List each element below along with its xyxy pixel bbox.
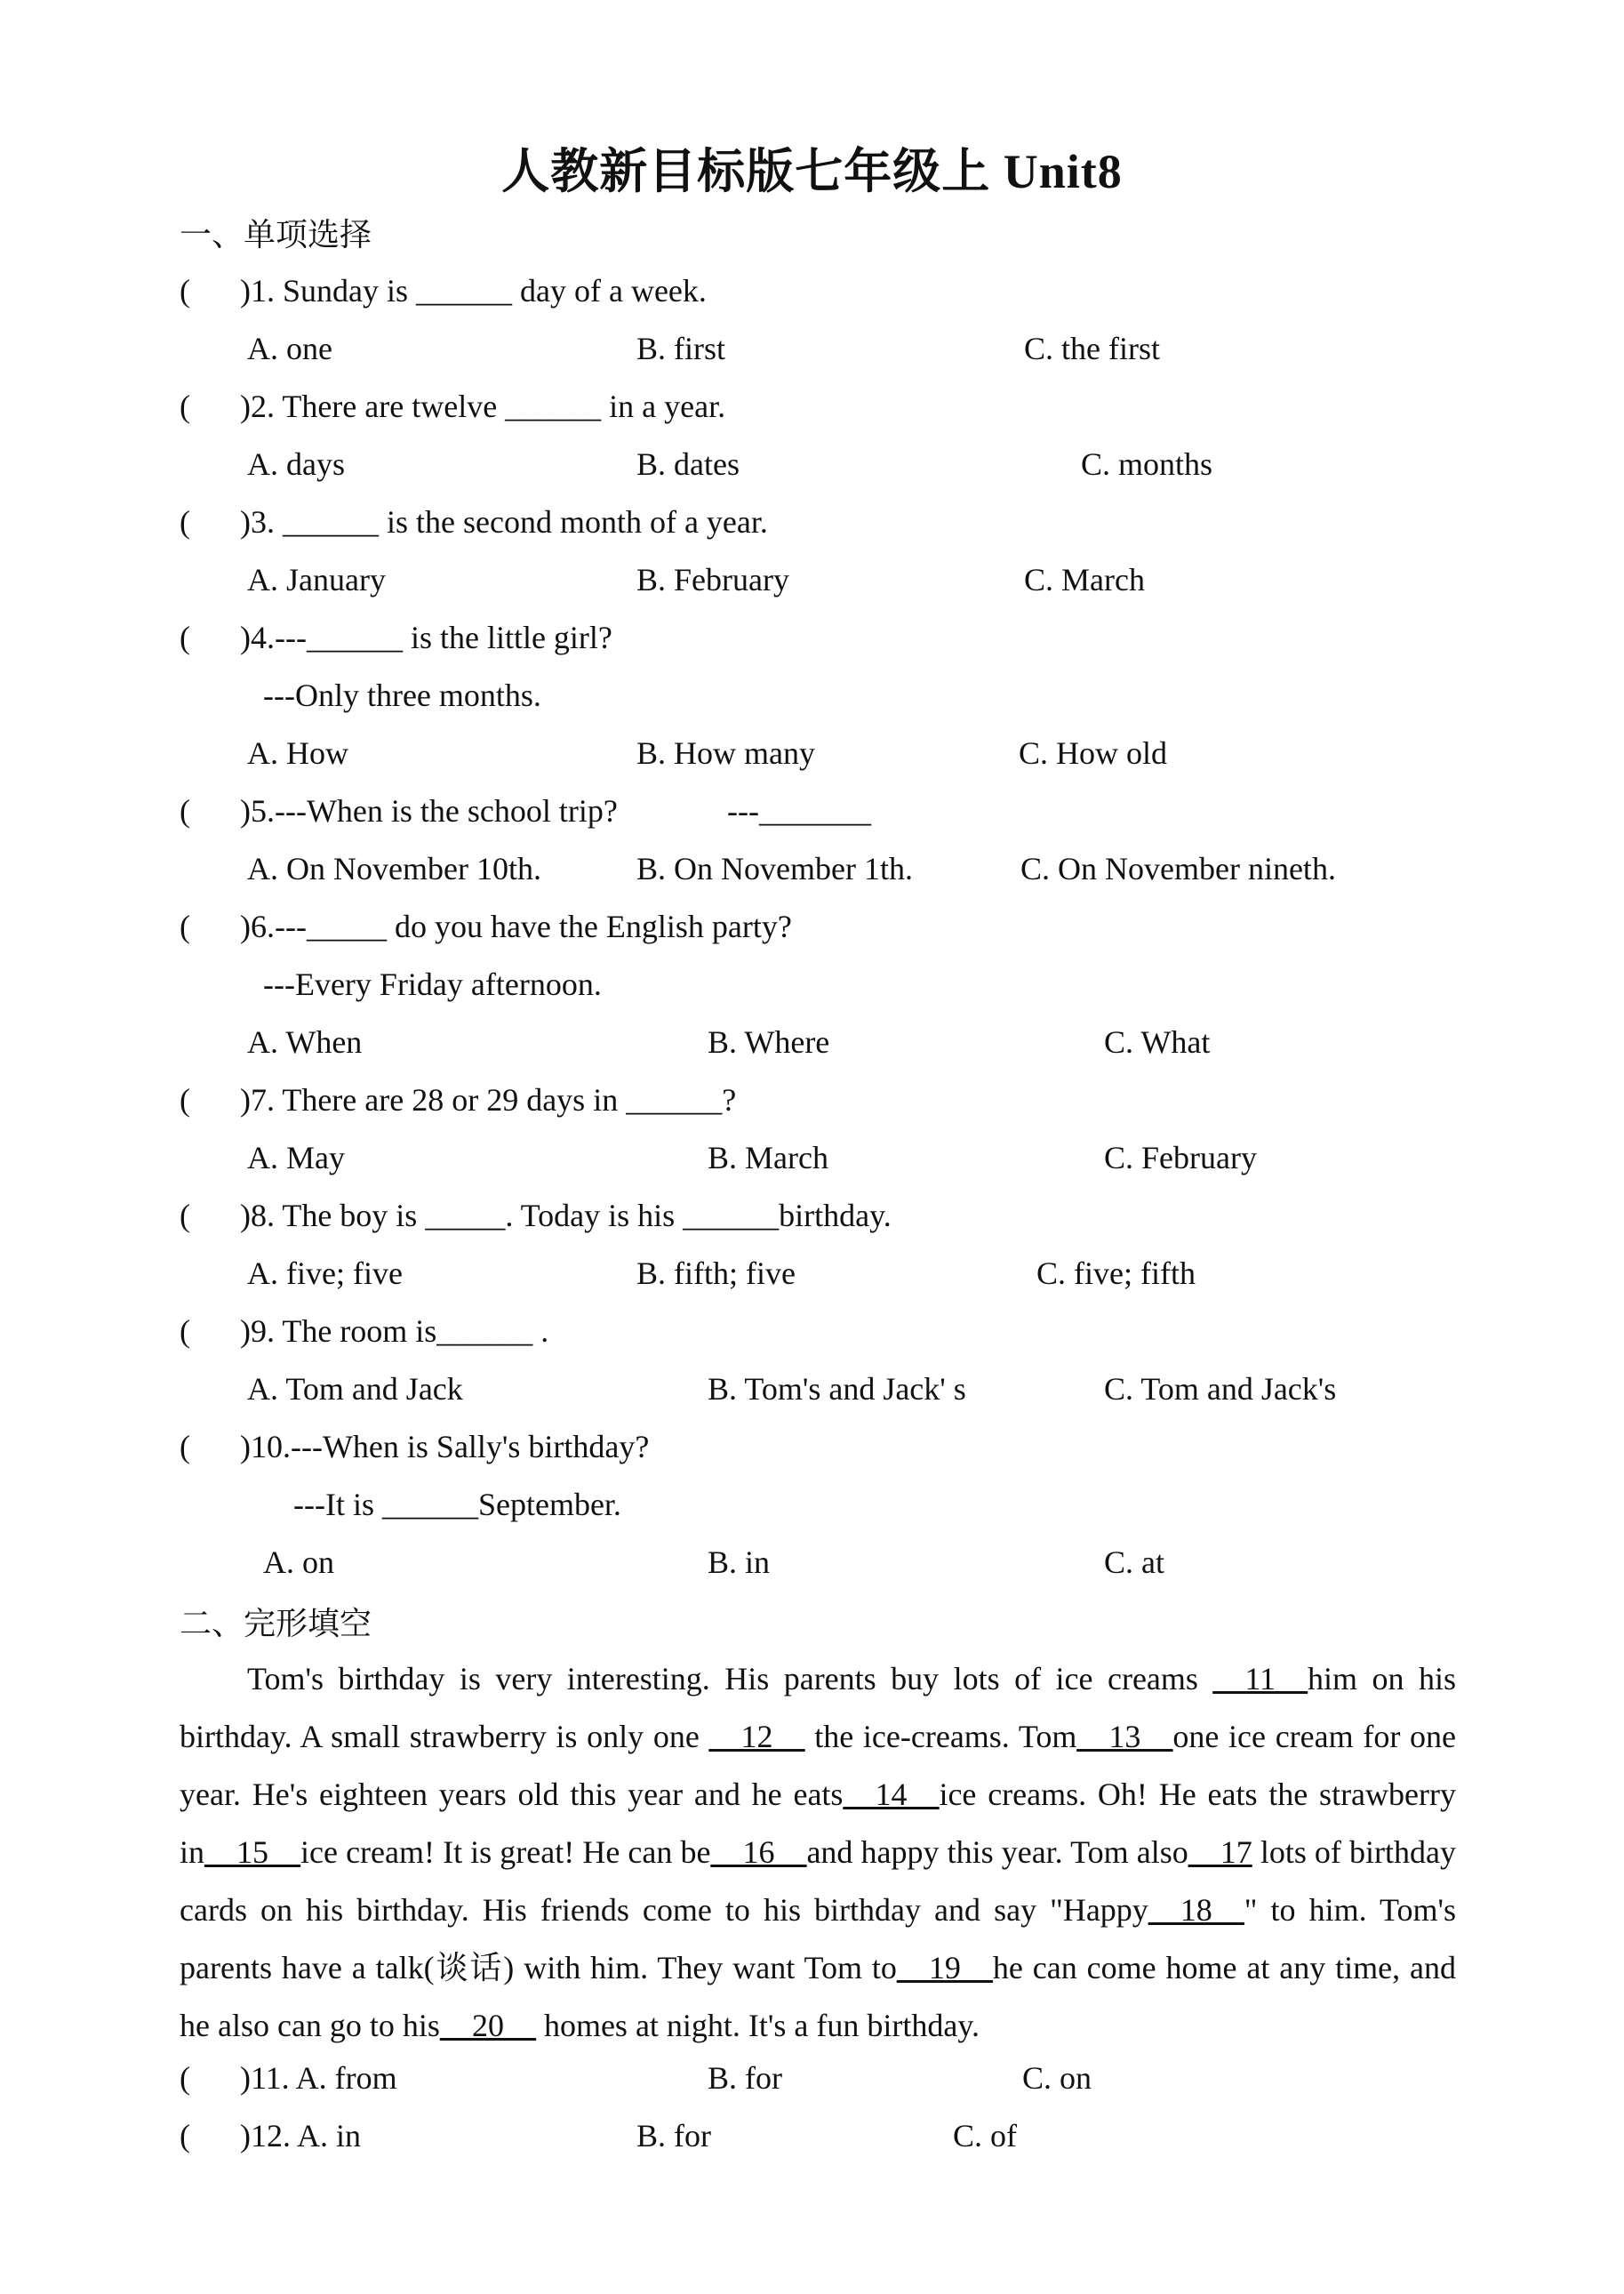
- option-b: B. March: [708, 1140, 828, 1175]
- option-b: B. first: [636, 331, 726, 366]
- blank-13: __13__: [1076, 1719, 1173, 1754]
- dialogue-reply: ---Every Friday afternoon.: [263, 967, 602, 1002]
- passage-text: he can come home at any time, and he also can go to his: [180, 1950, 1456, 2043]
- answer-paren: (: [180, 2118, 190, 2154]
- question-stem: )4.---______ is the little girl?: [240, 620, 612, 655]
- section-heading-choice: 一、单项选择: [180, 217, 372, 253]
- option-c: C. the first: [1024, 331, 1160, 366]
- answer-paren: (: [180, 1082, 190, 1118]
- question-stem: )3. ______ is the second month of a year.: [240, 504, 768, 540]
- option-c: C. of: [953, 2118, 1017, 2154]
- question-stem: )2. There are twelve ______ in a year.: [240, 389, 726, 424]
- option-a: A. May: [247, 1140, 345, 1175]
- option-a: A. When: [247, 1024, 363, 1060]
- dialogue-reply: ---Only three months.: [263, 678, 541, 713]
- option-c: C. at: [1104, 1544, 1164, 1580]
- blank-15: __15__: [204, 1834, 301, 1870]
- blank-17: __17: [1188, 1834, 1252, 1870]
- option-a: A. How: [247, 735, 348, 771]
- answer-paren: (: [180, 793, 190, 829]
- passage-text: and happy this year. Tom also: [806, 1834, 1188, 1870]
- option-a: A. on: [263, 1544, 334, 1580]
- option-a: A. Tom and Jack: [247, 1371, 463, 1407]
- question-stem: )10.---When is Sally's birthday?: [240, 1429, 650, 1464]
- answer-paren: (: [180, 389, 190, 424]
- option-b: B. dates: [636, 446, 740, 482]
- passage-text: ice creams. Oh! He eats the strawberry in: [180, 1777, 1456, 1870]
- blank-19: __19__: [896, 1950, 993, 1985]
- option-c: C. months: [1081, 446, 1213, 482]
- option-c: C. five; fifth: [1036, 1255, 1196, 1291]
- blank-20: __20__: [439, 2008, 536, 2043]
- passage-text: homes at night. It's a fun birthday.: [535, 2008, 980, 2043]
- dialogue-reply: ---It is ______September.: [293, 1487, 621, 1522]
- option-a: A. On November 10th.: [247, 851, 541, 886]
- passage-text: " to him. Tom's parents have a talk(谈话) with him. They want Tom to: [180, 1892, 1456, 1985]
- page-title: 人教新目标版七年级上 Unit8: [501, 145, 1123, 198]
- option-b: B. On November 1th.: [636, 851, 913, 886]
- question-stem: )5.---When is the school trip?: [240, 793, 618, 829]
- question-stem: )7. There are 28 or 29 days in ______?: [240, 1082, 737, 1118]
- section-heading-cloze: 二、完形填空: [180, 1606, 372, 1641]
- option-b: B. How many: [636, 735, 815, 771]
- blank-11: __11__: [1212, 1661, 1308, 1696]
- question-stem: )9. The room is______ .: [240, 1313, 549, 1349]
- option-c: C. on: [1022, 2060, 1092, 2096]
- answer-paren: (: [180, 909, 190, 944]
- answer-paren: (: [180, 504, 190, 540]
- option-b: B. Where: [708, 1024, 830, 1060]
- option-b: B. fifth; five: [636, 1255, 796, 1291]
- answer-paren: (: [180, 2060, 190, 2096]
- answer-paren: (: [180, 273, 190, 309]
- option-a: A. five; five: [247, 1255, 403, 1291]
- option-b: B. in: [708, 1544, 771, 1580]
- question-stem: )8. The boy is _____. Today is his ______birthday.: [240, 1198, 892, 1233]
- option-c: C. March: [1024, 562, 1145, 598]
- passage-text: one ice cream for one year. He's eighteen years old this year and he eats: [180, 1719, 1456, 1812]
- option-c: C. What: [1104, 1024, 1211, 1060]
- option-c: C. February: [1104, 1140, 1257, 1175]
- option-a: A. January: [247, 562, 386, 598]
- question-stem: )12. A. in: [240, 2118, 362, 2154]
- question-stem: )6.---_____ do you have the English party?: [240, 909, 792, 944]
- question-stem: )1. Sunday is ______ day of a week.: [240, 273, 707, 309]
- option-b: B. Tom's and Jack' s: [708, 1371, 966, 1407]
- answer-paren: (: [180, 620, 190, 655]
- option-b: B. February: [636, 562, 789, 598]
- option-b: B. for: [708, 2060, 782, 2096]
- answer-paren: (: [180, 1313, 190, 1349]
- blank-16: __16__: [710, 1834, 807, 1870]
- option-a: A. days: [247, 446, 345, 482]
- passage-text: the ice-creams. Tom: [804, 1719, 1077, 1754]
- blank-18: __18__: [1148, 1892, 1244, 1928]
- answer-paren: (: [180, 1198, 190, 1233]
- passage-text: ice cream! It is great! He can be: [300, 1834, 711, 1870]
- passage-text: lots of birthday cards on his birthday. His friends come to his birthday and say "Happy: [180, 1834, 1456, 1928]
- option-c: C. How old: [1019, 735, 1168, 771]
- passage-text: Tom's birthday is very interesting. His parents buy lots of ice creams: [247, 1661, 1213, 1696]
- cloze-passage: [180, 1650, 1456, 2055]
- question-stem-tail: ---_______: [727, 793, 871, 829]
- blank-14: __14__: [843, 1777, 940, 1812]
- option-b: B. for: [636, 2118, 711, 2154]
- question-stem: )11. A. from: [240, 2060, 397, 2096]
- option-a: A. one: [247, 331, 332, 366]
- passage-text: him on his birthday. A small strawberry is only one: [180, 1661, 1456, 1754]
- option-c: C. Tom and Jack's: [1104, 1371, 1337, 1407]
- option-c: C. On November nineth.: [1020, 851, 1336, 886]
- answer-paren: (: [180, 1429, 190, 1464]
- blank-12: __12__: [708, 1719, 805, 1754]
